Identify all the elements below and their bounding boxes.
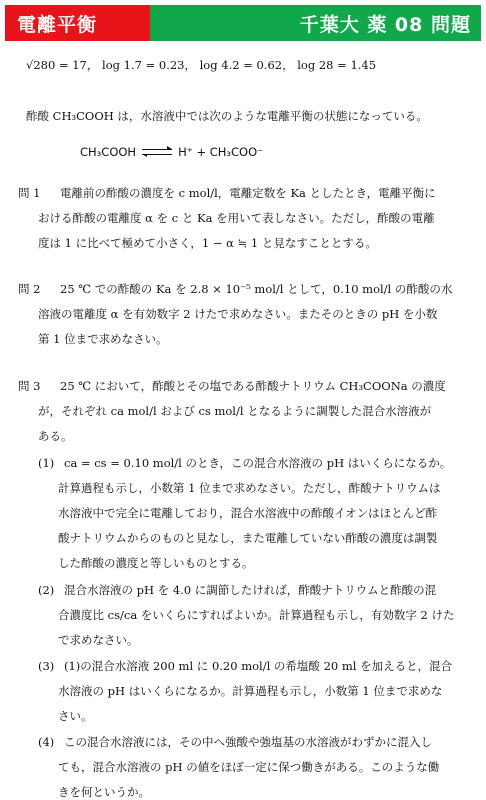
q3-sub2-line: 合濃度比 cs/ca をいくらにすればよいか。計算過程も示し，有効数字 2 けた: [58, 608, 455, 622]
exam-title: 千葉大 薬 08 問題: [150, 5, 481, 41]
header-bar: [5, 5, 481, 41]
q3-sub1-line: 計算過程も示し，小数第 1 位まで求めなさい。ただし，酢酸ナトリウムは: [58, 481, 441, 495]
q3-sub1-line: した酢酸の濃度と等しいものとする。: [58, 556, 254, 570]
q1-line: 度は 1 に比べて極めて小さく，1 − α ≒ 1 と見なすこととする。: [38, 236, 377, 250]
q3-sub3-line: さい。: [58, 709, 93, 723]
q3-sub3-line: 水溶液の pH はいくらになるか。計算過程も示し，小数第 1 位まで求めな: [58, 684, 443, 698]
given-constants: √280 = 17， log 1.7 = 0.23， log 4.2 = 0.62， log 28 = 1.45: [26, 58, 377, 72]
q1-line: おける酢酸の電離度 α を c と Ka を用いて表しなさい。ただし，酢酸の電離: [38, 211, 435, 225]
q3-sub3-line: (1)の混合水溶液 200 ml に 0.20 mol/l の希塩酸 20 ml を加えると，混合: [64, 659, 453, 673]
q3-sub2-line: 混合水溶液の pH を 4.0 に調節したければ，酢酸ナトリウムと酢酸の混: [64, 583, 437, 597]
q3-sub1-line: 水溶液中で完全に電離しており，混合水溶液中の酢酸イオンはほとんど酢: [58, 506, 438, 520]
q3-sub4-line: ても，混合水溶液の pH の値をほぼ一定に保つ働きがある。このような働: [58, 760, 440, 774]
topic-title: 電離平衡: [5, 5, 150, 41]
q1-line: 電離前の酢酸の濃度を c mol/l，電離定数を Ka としたとき，電離平衡に: [60, 186, 436, 200]
q3-sub3-number: (3): [38, 659, 55, 673]
q3-sub1-line: 酸ナトリウムからのものと見なし，また電離していない酢酸の濃度は調製: [58, 531, 438, 545]
q3-sub4-number: (4): [38, 735, 55, 749]
q3-sub2-number: (2): [38, 583, 55, 597]
equilibrium-equation: [80, 145, 263, 159]
q2-line: 25 ℃ での酢酸の Ka を 2.8 × 10⁻⁵ mol/l として，0.10 mol/l の酢酸の水: [60, 282, 453, 296]
q3-sub1-number: (1): [38, 456, 55, 470]
q3-number: 問 3: [18, 379, 41, 393]
q2-line: 溶液の電離度 α を有効数字 2 けたで求めなさい。またそのときの pH を小数: [38, 307, 438, 321]
q3-line: ある。: [38, 429, 73, 443]
equation-right: H⁺ + CH₃COO⁻: [178, 145, 264, 159]
q2-number: 問 2: [18, 282, 41, 296]
q3-line: 25 ℃ において，酢酸とその塩である酢酸ナトリウム CH₃COONa の濃度: [60, 379, 446, 393]
q3-line: が，それぞれ ca mol/l および cs mol/l となるように調製した混合水溶液が: [38, 404, 432, 418]
q3-sub2-line: で求めなさい。: [58, 633, 139, 647]
equation-left: CH₃COOH: [80, 145, 137, 159]
q3-sub4-line: きを何というか。: [58, 785, 150, 799]
q2-line: 第 1 位まで求めなさい。: [38, 332, 168, 346]
q1-number: 問 1: [18, 186, 41, 200]
q3-sub4-line: この混合水溶液には，その中へ強酸や強塩基の水溶液がわずかに混入し: [64, 735, 432, 749]
q3-sub1-line: ca = cs = 0.10 mol/l のとき，この混合水溶液の pH はいくらになるか。: [64, 456, 452, 470]
intro-text: 酢酸 CH₃COOH は，水溶液中では次のような電離平衡の状態になっている。: [26, 109, 428, 123]
equilibrium-arrows-icon: [142, 147, 172, 157]
